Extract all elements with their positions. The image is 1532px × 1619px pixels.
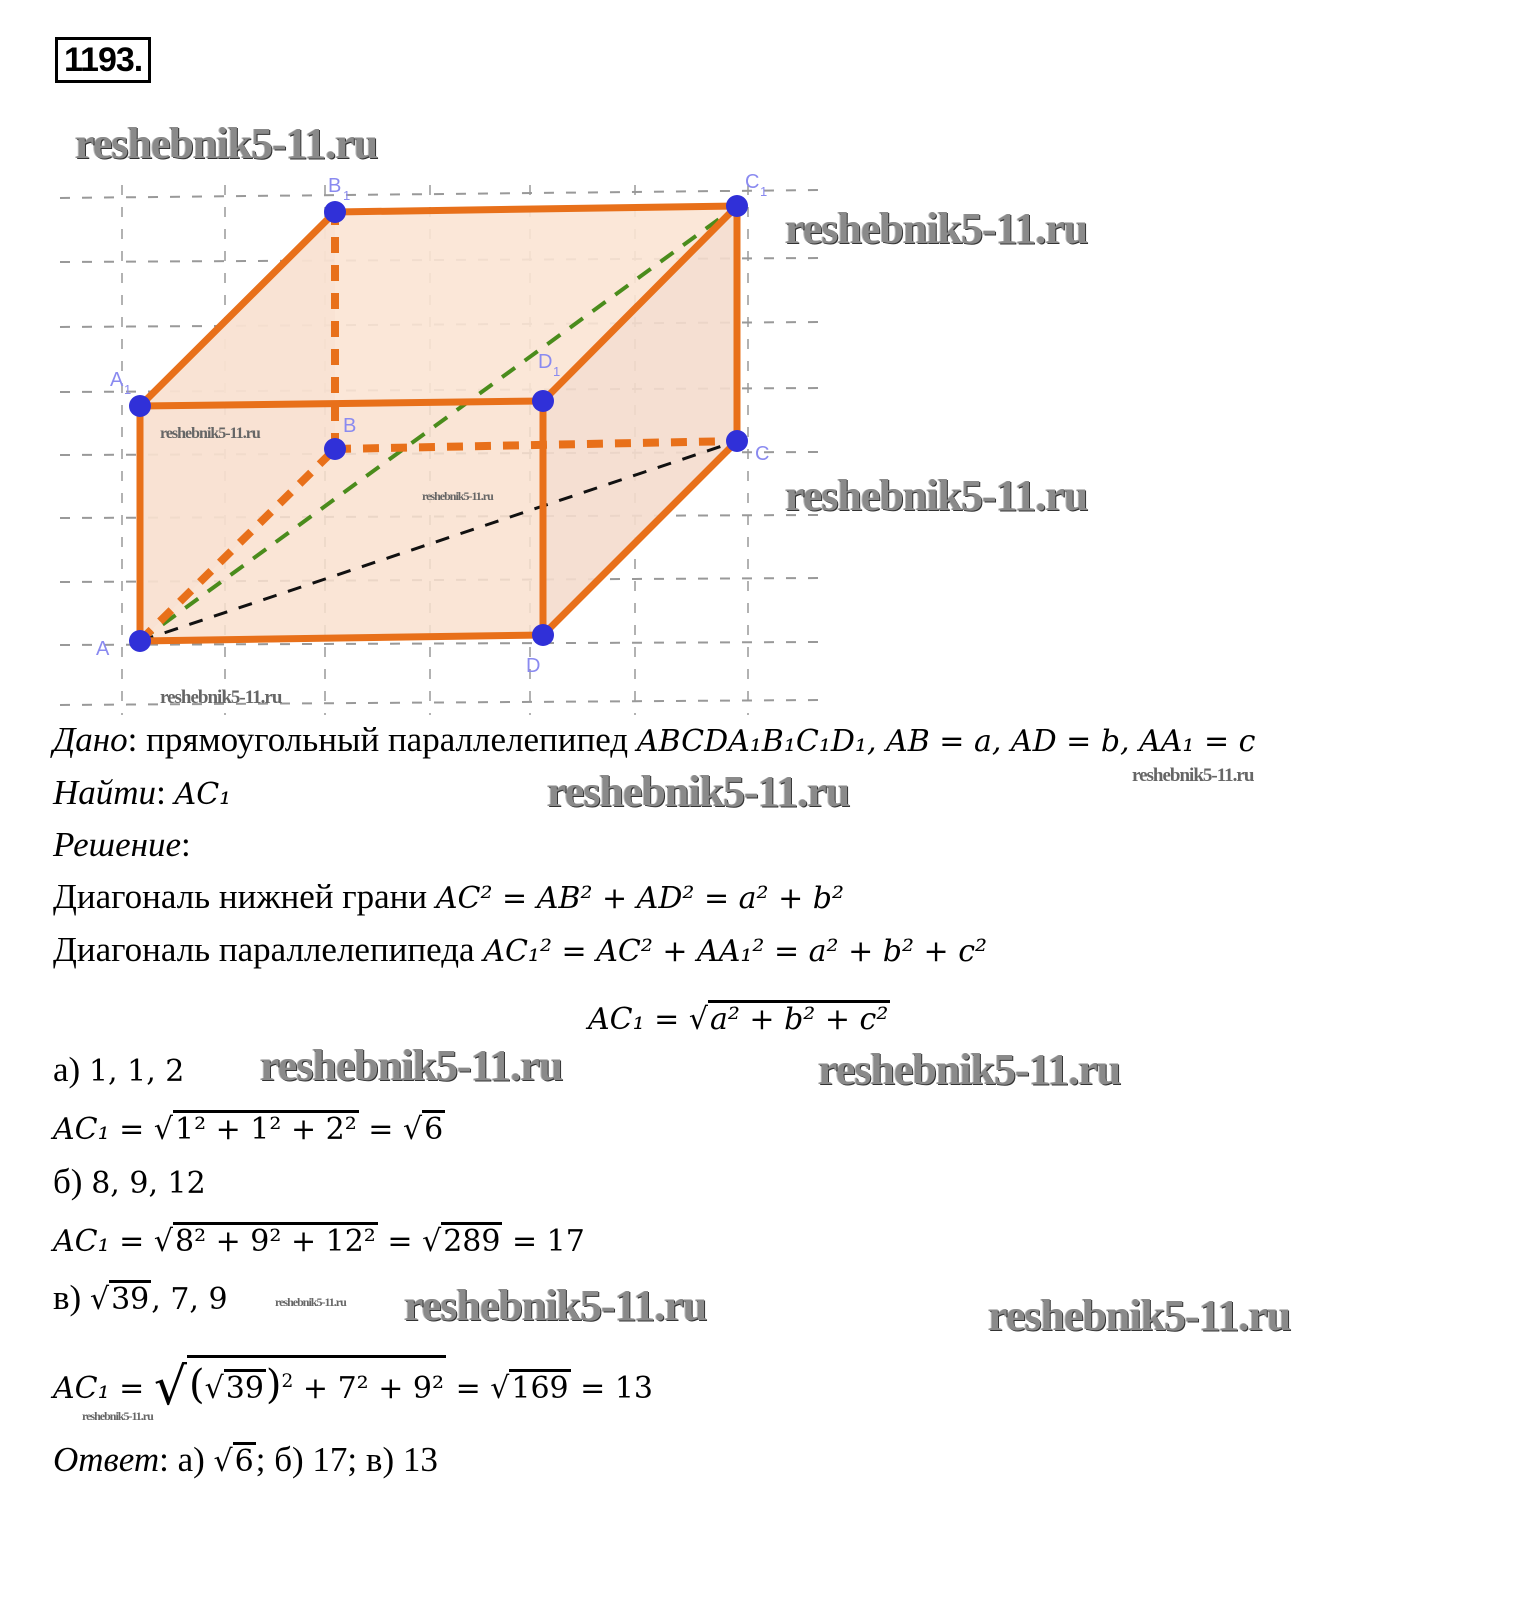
point-a1 xyxy=(129,395,151,417)
point-b xyxy=(324,438,346,460)
given-conditions: , AB = a, AD = b, AA₁ = c xyxy=(866,724,1256,759)
watermark: reshebnik5-11.ru xyxy=(75,119,378,168)
point-d1 xyxy=(532,390,554,412)
watermark: reshebnik5-11.ru xyxy=(275,1295,346,1309)
sqrt-sign: √ xyxy=(402,1112,423,1147)
label-b1-sub: 1 xyxy=(343,188,351,203)
watermark: reshebnik5-11.ru xyxy=(1132,765,1254,786)
label-c: C xyxy=(755,443,770,465)
step-space-diagonal: Диагональ параллелепипеда AC₁² = AC² + AA₁² = a² + b² + c² xyxy=(53,930,988,969)
point-a xyxy=(129,630,151,652)
label-d: D xyxy=(526,655,541,677)
point-b1 xyxy=(324,201,346,223)
case-b-solution: AC₁ = √8² + 9² + 12² = √289 = 17 xyxy=(53,1224,585,1259)
case-a-given: а) 1, 1, 2 xyxy=(53,1050,185,1089)
figure-name: ABCDA₁B₁C₁D₁ xyxy=(636,724,867,759)
watermark: reshebnik5-11.ru xyxy=(547,767,850,816)
label-c1: C xyxy=(745,171,760,193)
step-base-diagonal: Диагональ нижней грани AC² = AB² + AD² = a² + b² xyxy=(53,877,844,916)
case-c-solution: $AC_1 = √(√39)^2 + 7^2 + 9^2 = √169 = 13$ xyxy=(53,1357,654,1417)
watermark: reshebnik5-11.ru xyxy=(160,687,282,708)
watermark: reshebnik5-11.ru xyxy=(404,1281,707,1330)
case-a-solution: AC₁ = √1² + 1² + 2² = √6 xyxy=(53,1112,444,1147)
sqrt-sign: √ xyxy=(153,1357,187,1417)
sqrt-sign: √ xyxy=(688,1002,708,1037)
solution-heading: Решение: xyxy=(53,825,191,864)
sqrt-sign: √ xyxy=(213,1444,233,1479)
case-c-given: в) √39, 7, 9 xyxy=(53,1278,228,1317)
watermark: reshebnik5-11.ru xyxy=(785,471,1088,520)
watermark: reshebnik5-11.ru xyxy=(988,1291,1291,1340)
watermark: reshebnik5-11.ru xyxy=(260,1041,563,1090)
point-d xyxy=(532,624,554,646)
label-a: A xyxy=(96,638,110,660)
watermark: reshebnik5-11.ru xyxy=(785,204,1088,253)
answer-line: Ответ: а) √6; б) 17; в) 13 xyxy=(53,1440,438,1479)
given-label: Дано xyxy=(53,720,128,759)
sqrt-sign: √ xyxy=(490,1371,510,1406)
general-formula: AC₁ = √a² + b² + c² xyxy=(588,1002,889,1037)
watermark: reshebnik5-11.ru xyxy=(82,1409,153,1423)
sqrt-sign: √ xyxy=(422,1224,442,1259)
sqrt-sign: √ xyxy=(153,1112,173,1147)
point-c xyxy=(726,430,748,452)
sqrt-sign: √ xyxy=(153,1224,173,1259)
case-b-given: б) 8, 9, 12 xyxy=(53,1162,206,1201)
label-b1: B xyxy=(328,175,342,197)
given-line: Дано: прямоугольный параллелепипед ABCDA₁B₁C₁D₁, AB = a, AD = b, AA₁ = c xyxy=(53,720,1256,759)
label-b: B xyxy=(343,415,357,437)
label-d1-sub: 1 xyxy=(553,364,561,379)
label-c1-sub: 1 xyxy=(760,184,768,199)
label-a1: A xyxy=(110,369,124,391)
watermark: reshebnik5-11.ru xyxy=(160,425,260,442)
watermark: reshebnik5-11.ru xyxy=(818,1045,1121,1094)
label-a1-sub: 1 xyxy=(124,382,132,397)
problem-number: 1193. xyxy=(55,37,151,83)
parallelepiped-diagram xyxy=(0,0,1532,720)
find-line: Найти: AC₁ xyxy=(53,773,232,812)
label-d1: D xyxy=(538,351,553,373)
watermark: reshebnik5-11.ru xyxy=(422,489,493,503)
sqrt-sign: √ xyxy=(89,1282,110,1317)
point-c1 xyxy=(726,195,748,217)
